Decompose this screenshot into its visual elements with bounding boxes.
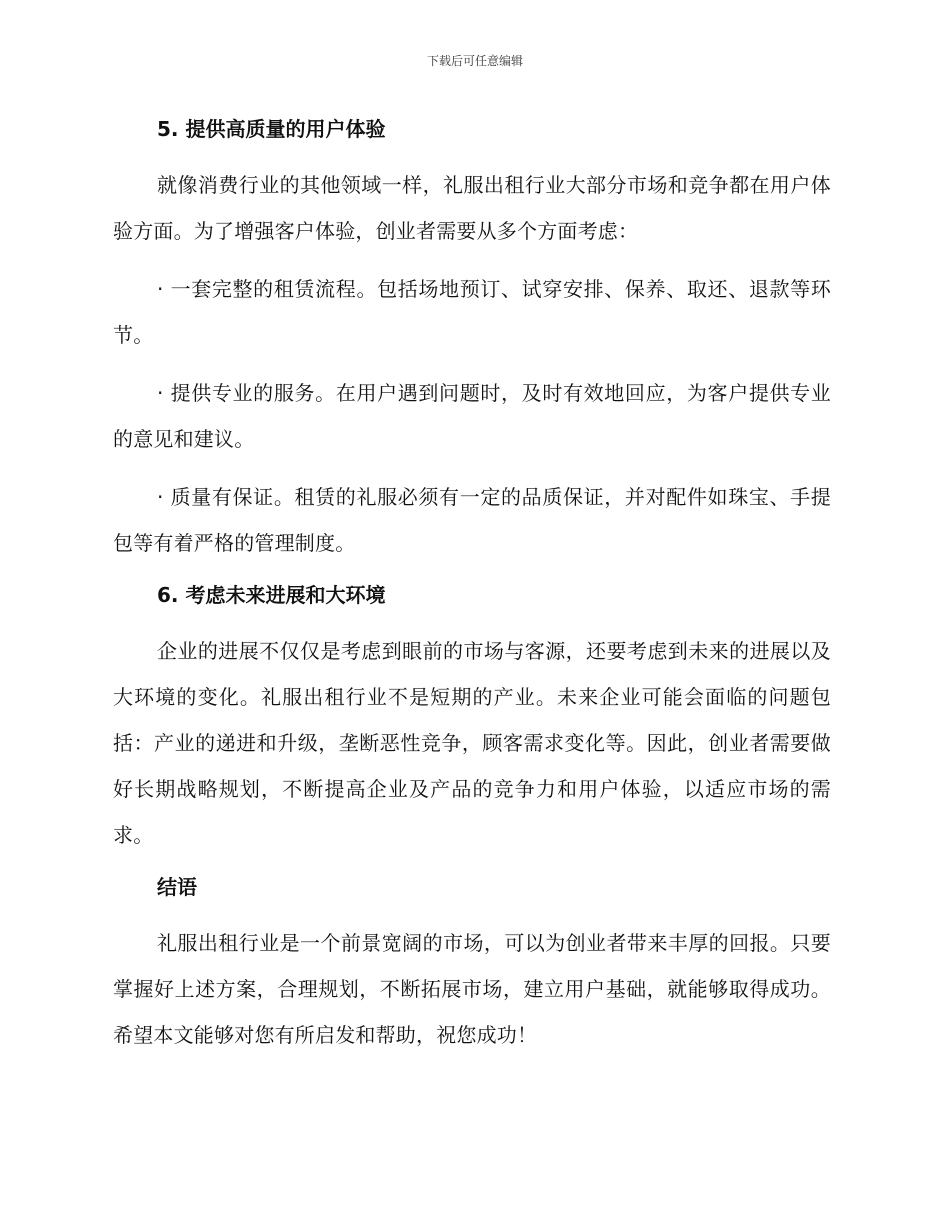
paragraph-intro: 就像消费行业的其他领域一样，礼服出租行业大部分市场和竞争都在用户体验方面。为了增强客户体验，创业者需要从多个方面考虑： xyxy=(113,173,831,243)
bullet-quality-guarantee: · 质量有保证。租赁的礼服必须有一定的品质保证，并对配件如珠宝、手提包等有着严格的管理制度。 xyxy=(113,485,831,555)
section-heading-user-experience: 5. 提供高质量的用户体验 xyxy=(157,117,386,141)
document-body xyxy=(113,112,831,1070)
bullet-professional-service: · 提供专业的服务。在用户遇到问题时，及时有效地回应，为客户提供专业的意见和建议。 xyxy=(113,381,831,451)
bullet-rental-process: · 一套完整的租赁流程。包括场地预订、试穿安排、保养、取还、退款等环节。 xyxy=(113,277,831,347)
section-heading-future-development: 6. 考虑未来进展和大环境 xyxy=(157,583,386,607)
paragraph-conclusion: 礼服出租行业是一个前景宽阔的市场，可以为创业者带来丰厚的回报。只要掌握好上述方案，合理规划，不断拓展市场，建立用户基础，就能够取得成功。希望本文能够对您有所启发和帮助，祝您成功！ xyxy=(113,931,831,1047)
section-heading-conclusion: 结语 xyxy=(157,875,197,899)
page-header: 下载后可任意编辑 xyxy=(426,54,523,68)
paragraph-future-development: 企业的进展不仅仅是考虑到眼前的市场与客源，还要考虑到未来的进展以及大环境的变化。礼服出租行业不是短期的产业。未来企业可能会面临的问题包括：产业的递进和升级，垄断恶性竞争，顾客需求变化等。因此，创业者需要做好长期战略规划，不断提高企业及产品的竞争力和用户体验，以适应市场的需求。 xyxy=(113,639,831,847)
